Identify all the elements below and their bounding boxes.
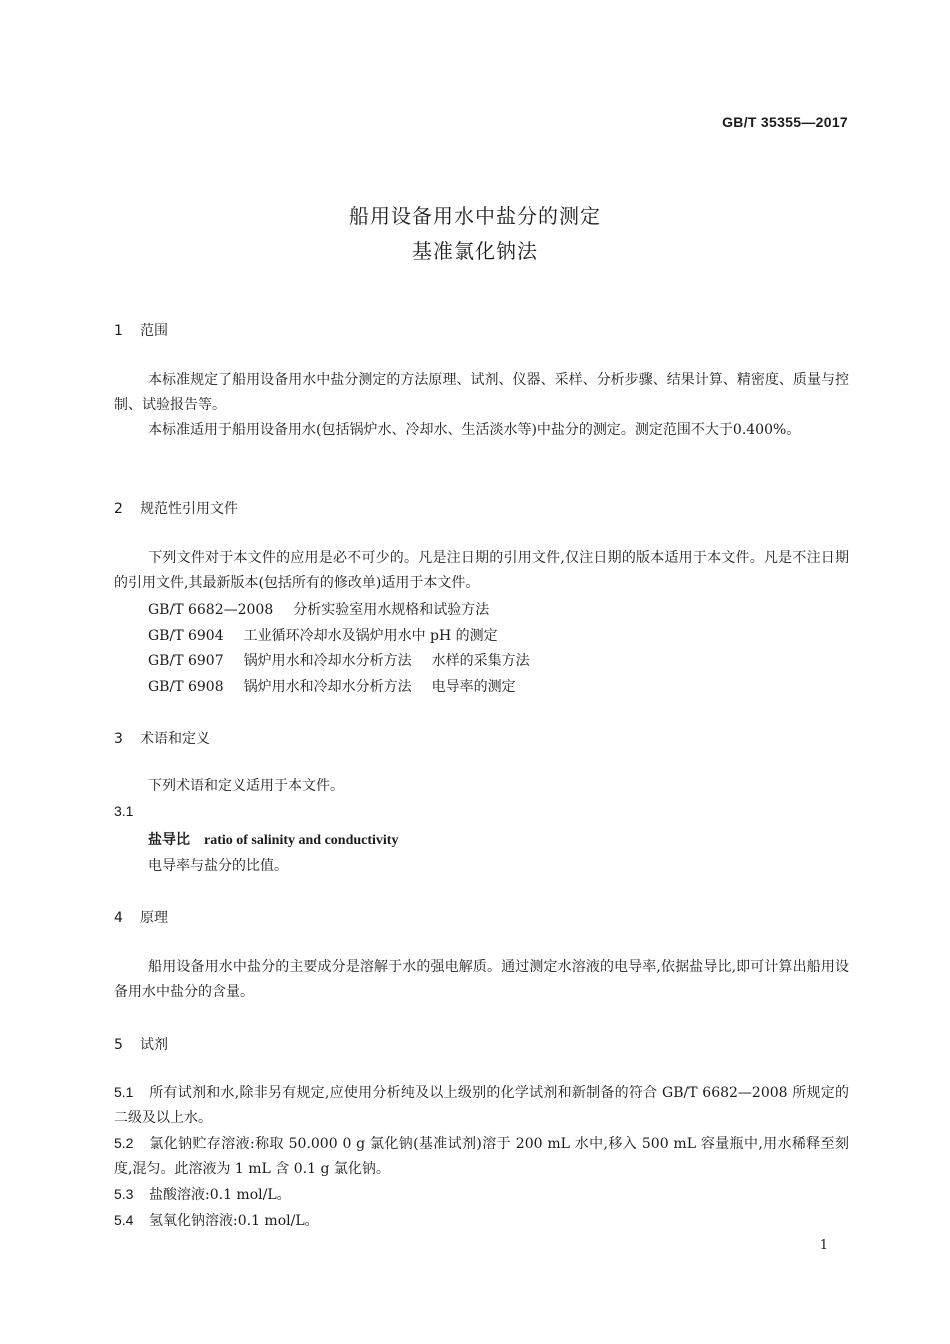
term-number: 3.1: [114, 803, 134, 819]
section-number: 2: [114, 501, 123, 517]
section-1-heading: [114, 320, 168, 340]
term-definition: 电导率与盐分的比值。: [148, 858, 288, 874]
term-english: ratio of salinity and conductivity: [204, 833, 399, 848]
reference-item: GB/T 6682—2008 分析实验室用水规格和试验方法: [148, 602, 490, 618]
section-4-paragraph-1: 船用设备用水中盐分的主要成分是溶解于水的强电解质。通过测定水溶液的电导率,依据盐导比,即可计算出船用设备用水中盐分的含量。: [114, 959, 849, 1000]
section-title: 试剂: [140, 1037, 168, 1053]
section-number: 1: [114, 323, 123, 339]
reference-item: GB/T 6908 锅炉用水和冷却水分析方法 电导率的测定: [148, 679, 516, 695]
section-1-paragraph-2: 本标准适用于船用设备用水(包括锅炉水、冷却水、生活淡水等)中盐分的测定。测定范围不大于0.400%。: [148, 422, 801, 438]
clause-5-2: 5.2 氯化钠贮存溶液:称取 50.000 0 g 氯化钠(基准试剂)溶于 200 mL 水中,移入 500 mL 容量瓶中,用水稀释至刻度,混匀。此溶液为 1 mL 含 0.1 g 氯化钠。: [114, 1135, 849, 1177]
section-4-heading: [114, 907, 168, 927]
term-chinese: 盐导比: [148, 832, 190, 848]
section-2-heading: [114, 498, 238, 518]
section-3-paragraph-1: 下列术语和定义适用于本文件。: [148, 778, 344, 794]
section-title: 规范性引用文件: [140, 501, 238, 517]
section-title: 范围: [140, 323, 168, 339]
section-number: 5: [114, 1037, 123, 1053]
standard-code: GB/T 35355—2017: [722, 114, 848, 130]
document-title: 船用设备用水中盐分的测定: [349, 204, 601, 228]
reference-item: GB/T 6904 工业循环冷却水及锅炉用水中 pH 的测定: [148, 628, 498, 644]
document-subtitle: 基准氯化钠法: [412, 239, 538, 263]
section-title: 原理: [140, 910, 168, 926]
clause-5-4: 5.4 氢氧化钠溶液:0.1 mol/L。: [114, 1212, 319, 1229]
page-number: 1: [819, 1238, 828, 1253]
section-2-paragraph-1: 下列文件对于本文件的应用是必不可少的。凡是注日期的引用文件,仅注日期的版本适用于本文件。凡是不注日期的引用文件,其最新版本(包括所有的修改单)适用于本文件。: [114, 550, 849, 591]
section-5-heading: [114, 1034, 168, 1054]
section-number: 3: [114, 731, 123, 747]
section-number: 4: [114, 910, 123, 926]
reference-item: GB/T 6907 锅炉用水和冷却水分析方法 水样的采集方法: [148, 653, 530, 669]
term-entry: [148, 829, 398, 849]
section-title: 术语和定义: [140, 731, 210, 747]
clause-5-3: 5.3 盐酸溶液:0.1 mol/L。: [114, 1186, 291, 1203]
section-1-paragraph-1: 本标准规定了船用设备用水中盐分测定的方法原理、试剂、仪器、采样、分析步骤、结果计算、精密度、质量与控制、试验报告等。: [114, 372, 849, 413]
section-3-heading: [114, 728, 210, 748]
clause-5-1: 5.1 所有试剂和水,除非另有规定,应使用分析纯及以上级别的化学试剂和新制备的符合 GB/T 6682—2008 所规定的二级及以上水。: [114, 1084, 849, 1126]
